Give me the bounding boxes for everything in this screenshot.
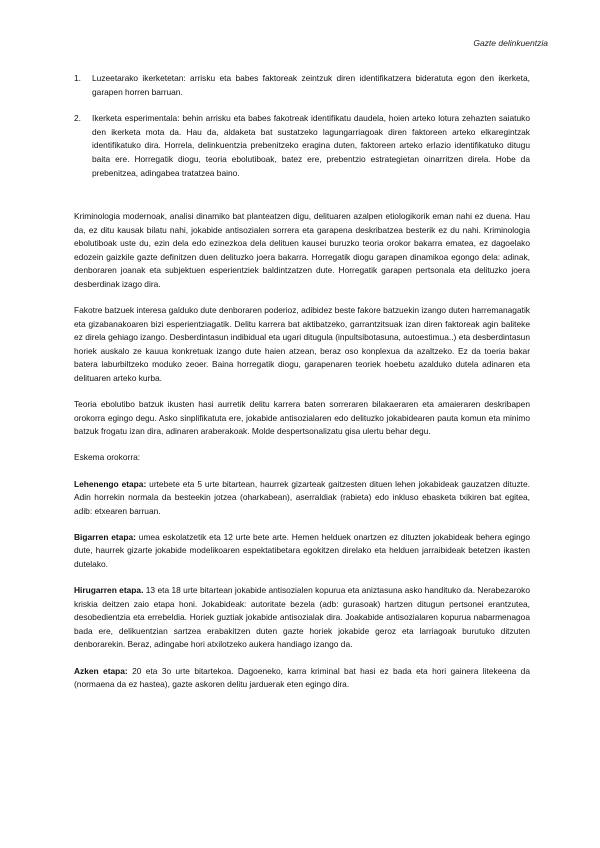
paragraph: Eskema orokorra: <box>74 452 141 463</box>
stage-label: Hirugarren etapa. <box>74 585 144 596</box>
stage-label: Bigarren etapa: <box>74 531 136 542</box>
stage-paragraph <box>74 584 530 652</box>
list-item <box>74 72 530 99</box>
running-header: Gazte delinkuentzia <box>473 38 548 48</box>
paragraph: Fakotre batzuek interesa galduko dute denboraren poderioz, adibidez beste fakore batzuekin izango duten harremanagatik eta gizabanakoaren bizi esperientziagatik. Delitu karrera bat aktibatzeko, garrantzitsuak izan diren faktoreak agin baliteke ez direla gehiago izango. Desberdintasun indibidual eta ugari ditugula (inpultsibotasuna, autoestimua..) eta desberdintasun horiek auskalo ze kauua konkretuak izango dute haien atzean, beraz oso konplexua da azaltzeko. Ez da toeria bakar batera laburbiltzeko moduko zeoer. Baina horregatik diogu, garapenaren teoriek hoebetu azalduko dutela adinaren eta delituaren arteko kurba. <box>74 305 530 384</box>
numbered-list <box>74 72 530 193</box>
list-item-number: 1. <box>74 73 81 83</box>
list-item-text: Luzeetarako ikerketetan: arrisku eta babes faktoreak zeintzuk diren identifikatzera bideratuta egon den ikerketa, garapen horren barruan. <box>92 73 530 97</box>
body-text <box>74 210 530 704</box>
paragraph: Kriminologia modernoak, analisi dinamiko bat planteatzen digu, delituaren azalpen etiologikorik eman nahi ez duena. Hau da, ez ditu kausak bilatu nahi, jokabide antisozialen sorrera eta garapena deskribatzea besterik ez du nahi. Kriminologia ebolutiboak uste du, ezin dela edo ezinezkoa dela delituen kausei buruzko teoria orokor bakarra ematea, ez dagoelako edozein gaizkile gazte definitzen duen delituzko joera bakarra. Horregatik diogu garapen dinamikoa egongo dela: adinak, denboraren joanak eta subjektuen esperientziek baldintzatzen dute. Horregatik garapen pertsonala eta delituzko joera desberdinak izago dira. <box>74 211 530 289</box>
stage-paragraph <box>74 665 530 692</box>
stage-text: umea eskolatzetik eta 12 urte bete arte. Hemen helduek onartzen ez dituzten jokabideak behera egingo dute, haurrek gizarte jokabide modelikoaren espektatibetara egokitzen direlako eta helduen jarraibideak betetzen ikasten dutelako. <box>74 531 531 569</box>
list-item-text: Ikerketa esperimentala: behin arrisku eta babes fakotreak identifikatu daudela, hoien arteko lotura zehazten saiatuko den ikerketa mota da. Hau da, aldaketa bat sustatzeko lagungarriagoak diren faktoreen arteko elkaregintzak identifikatuko dira. Horrela, delinkuentzia prebenitzeko eragina duten, faktoreen arteko erlazio identifikatuko ditugu baita ere. Horregatik diogu, teoria ebolutiboak, batez ere, prebentzio estrategietan oinarritzen direla. Hobe da prebenitzea, adingabea tratatzea baino. <box>92 113 530 178</box>
paragraph: Teoria ebolutibo batzuk ikusten hasi aurretik delitu karrera baten sorreraren bilakaeraren eta amaieraren deskribapen orokorra egingo degu. Asko sinplifikatuta ere, jokabide antisozialaren edo delituzko jokabidearen pauta komun eta minimo batzuk frogatu izan dira, adinaren araberakoak. Molde despertsonalizatu gisa ulertu behar degu. <box>74 399 530 437</box>
stage-text: urtebete eta 5 urte bitartean, haurrek gizarteak gaitzesten dituen lehen jokabideak gauzatzen dituzte. Adin horrekin normala da besteekin jotzea (oharkabean), aserraldiak (rabieta) edo inkluso ebasketa txikiren bat egitea, adib: etxearen barruan. <box>74 478 530 516</box>
stage-paragraph <box>74 478 530 519</box>
stage-text: 13 eta 18 urte bitartean jokabide antisozialen kopurua eta aniztasuna asko handituko da. Nerabezaroko kriskia deitzen zaio etapa honi. Jokabideak: autoritate bezela (adb: gurasoak) hartzen ditugun pertsonei erantzutea, desobedientzia eta errebeldia. Horiek guztiak jokabide antisozialak dira. Joakabide antisozialaren kopurua nabarmenagoa bada ere, delikuentzian sartzea erabakitzen duten gazte horiek jokabide geroz eta larriagoak burutuko ditzuten denborarekin. Beraz, adingabe hori atxilotzeko aukera handiago izango da. <box>74 585 530 650</box>
list-item <box>74 112 530 180</box>
stage-paragraph <box>74 531 530 572</box>
stage-label: Lehenengo etapa: <box>74 478 147 489</box>
list-item-number: 2. <box>74 113 81 124</box>
stage-label: Azken etapa: <box>74 665 128 676</box>
stage-text: 20 eta 3o urte bitartekoa. Dagoeneko, karra kriminal bat hasi ez bada eta hori gainera litekeena da (normaena da ez hastea), gazte askoren delitu jarduerak eten egingo dira. <box>74 665 530 690</box>
